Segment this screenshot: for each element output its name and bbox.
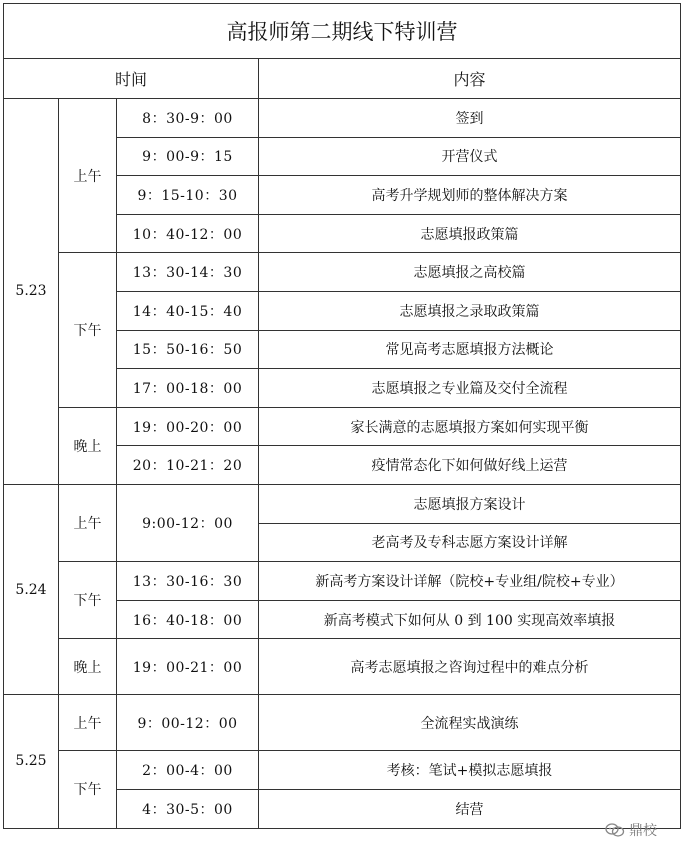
content-cell: 开营仪式	[259, 137, 681, 176]
period-cell: 上午	[59, 695, 117, 751]
header-time: 时间	[4, 59, 259, 99]
content-cell: 老高考及专科志愿方案设计详解	[259, 523, 681, 562]
time-cell: 13：30-16：30	[117, 562, 259, 601]
period-cell: 下午	[59, 253, 117, 407]
period-cell: 下午	[59, 562, 117, 639]
time-cell: 10：40-12：00	[117, 214, 259, 253]
time-cell: 14：40-15：40	[117, 291, 259, 330]
content-cell: 志愿填报政策篇	[259, 214, 681, 253]
table-row	[4, 562, 681, 601]
time-cell: 9:00-12：00	[117, 484, 259, 561]
chat-bubbles-icon	[605, 822, 625, 838]
watermark-text: 鼎校	[629, 823, 657, 839]
period-cell: 下午	[59, 751, 117, 828]
content-cell: 考核：笔试+模拟志愿填报	[259, 751, 681, 790]
period-cell: 晚上	[59, 639, 117, 695]
content-cell: 高考升学规划师的整体解决方案	[259, 176, 681, 215]
time-cell: 20：10-21：20	[117, 446, 259, 485]
table-row	[4, 99, 681, 138]
content-cell: 高考志愿填报之咨询过程中的难点分析	[259, 639, 681, 695]
time-cell: 19：00-20：00	[117, 407, 259, 446]
time-cell: 9：15-10：30	[117, 176, 259, 215]
period-cell: 上午	[59, 484, 117, 561]
table-row	[4, 639, 681, 695]
header-content: 内容	[259, 59, 681, 99]
date-cell: 5.25	[4, 695, 59, 828]
content-cell: 志愿填报之高校篇	[259, 253, 681, 292]
content-cell: 常见高考志愿填报方法概论	[259, 330, 681, 369]
table-row	[4, 484, 681, 523]
date-cell: 5.24	[4, 484, 59, 694]
table-row	[4, 751, 681, 790]
period-cell: 上午	[59, 99, 117, 253]
watermark	[605, 820, 657, 840]
page-title: 高报师第二期线下特训营	[4, 4, 681, 59]
content-cell: 新高考模式下如何从 0 到 100 实现高效率填报	[259, 600, 681, 639]
time-cell: 13：30-14：30	[117, 253, 259, 292]
date-cell: 5.23	[4, 99, 59, 485]
content-cell: 志愿填报方案设计	[259, 484, 681, 523]
time-cell: 8：30-9：00	[117, 99, 259, 138]
schedule-table	[3, 3, 681, 829]
table-row	[4, 695, 681, 751]
time-cell: 2：00-4：00	[117, 751, 259, 790]
time-cell: 9：00-12：00	[117, 695, 259, 751]
content-cell: 签到	[259, 99, 681, 138]
content-cell: 志愿填报之录取政策篇	[259, 291, 681, 330]
time-cell: 9：00-9：15	[117, 137, 259, 176]
time-cell: 15：50-16：50	[117, 330, 259, 369]
period-cell: 晚上	[59, 407, 117, 484]
content-cell: 结营	[259, 789, 681, 828]
content-cell: 新高考方案设计详解（院校+专业组/院校+专业）	[259, 562, 681, 601]
content-cell: 疫情常态化下如何做好线上运营	[259, 446, 681, 485]
time-cell: 16：40-18：00	[117, 600, 259, 639]
time-cell: 17：00-18：00	[117, 369, 259, 408]
table-row	[4, 407, 681, 446]
content-cell: 志愿填报之专业篇及交付全流程	[259, 369, 681, 408]
time-cell: 4：30-5：00	[117, 789, 259, 828]
table-row	[4, 253, 681, 292]
time-cell: 19：00-21：00	[117, 639, 259, 695]
content-cell: 全流程实战演练	[259, 695, 681, 751]
content-cell: 家长满意的志愿填报方案如何实现平衡	[259, 407, 681, 446]
